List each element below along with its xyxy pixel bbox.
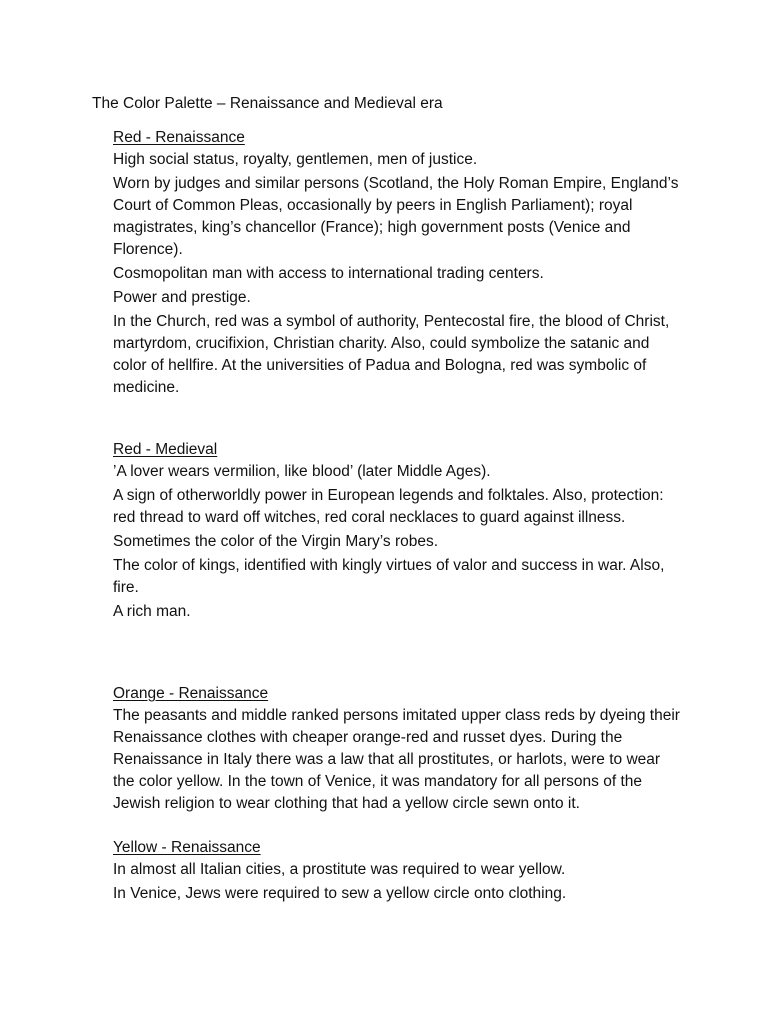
paragraph: Sometimes the color of the Virgin Mary’s robes. [113,533,439,550]
section-orange-renaissance [113,683,683,817]
section-yellow-renaissance [113,837,683,907]
section-red-renaissance [113,127,683,401]
paragraph: High social status, royalty, gentlemen, men of justice. [113,151,478,168]
paragraph: A rich man. [113,603,191,620]
paragraph: ’A lover wears vermilion, like blood’ (later Middle Ages). [113,463,491,480]
paragraph: Power and prestige. [113,289,251,306]
paragraph: In Venice, Jews were required to sew a yellow circle onto clothing. [113,885,567,902]
paragraph: Worn by judges and similar persons (Scotland, the Holy Roman Empire, England’s Court of Common Pleas, occasionally by peers in English Parliament); royal magistrates, king’s chancellor (France); high government posts (Venice and Florence). [113,175,679,258]
section-heading: Yellow - Renaissance [113,839,261,856]
paragraph: In the Church, red was a symbol of authority, Pentecostal fire, the blood of Christ, martyrdom, crucifixion, Christian charity. Also, could symbolize the satanic and color of hellfire. At the universities of Padua and Bologna, red was symbolic of medicine. [113,313,670,396]
paragraph: The color of kings, identified with kingly virtues of valor and success in war. Also, fire. [113,557,665,596]
section-heading: Orange - Renaissance [113,685,269,702]
paragraph: Cosmopolitan man with access to international trading centers. [113,265,544,282]
section-heading: Red - Medieval [113,441,218,458]
paragraph: A sign of otherworldly power in European legends and folktales. Also, protection: red thread to ward off witches, red coral necklaces to guard against illness. [113,487,664,526]
paragraph: The peasants and middle ranked persons imitated upper class reds by dyeing their Renaissance clothes with cheaper orange-red and russet dyes. During the Renaissance in Italy there was a law that all prostitutes, or harlots, were to wear the color yellow. In the town of Venice, it was mandatory for all persons of the Jewish religion to wear clothing that had a yellow circle sewn onto it. [113,707,680,812]
paragraph: In almost all Italian cities, a prostitute was required to wear yellow. [113,861,566,878]
section-heading: Red - Renaissance [113,129,245,146]
document-title: The Color Palette – Renaissance and Medieval era [92,95,443,112]
section-red-medieval [113,439,683,625]
